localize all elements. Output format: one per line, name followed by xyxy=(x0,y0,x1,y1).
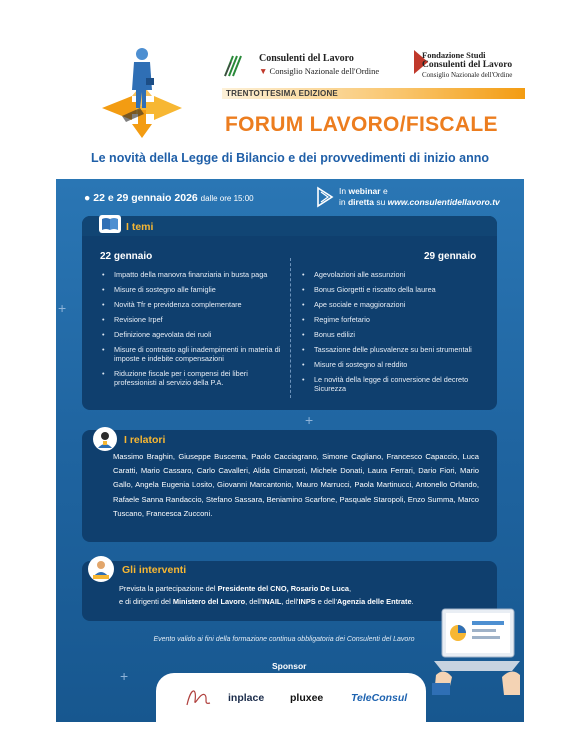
temi-title: I temi xyxy=(126,221,154,233)
list-item: • Bonus edilizi xyxy=(300,330,490,339)
webinar-line1 xyxy=(339,186,500,197)
webinar-line1-post: e xyxy=(380,186,388,196)
list-item: • Revisione Irpef xyxy=(100,315,285,324)
interventi-bold-span: Agenzia delle Entrate xyxy=(336,596,412,606)
laptop-icon xyxy=(432,605,522,697)
temi-divider xyxy=(290,258,291,398)
webinar-info xyxy=(339,186,500,208)
fs-logo-line2: Consulenti del Lavoro xyxy=(422,60,513,70)
cdl-logo-mark-icon xyxy=(223,52,245,78)
temi-left-heading: 22 gennaio xyxy=(100,251,153,262)
list-item: • Bonus Giorgetti e riscatto della laurea xyxy=(300,285,490,294)
list-item: • Misure di sostegno al reddito xyxy=(300,360,490,369)
cdl-logo-line2 xyxy=(259,66,379,76)
list-item: • Misure di contrasto agli inadempimenti in materia di imposte e indebite compensazioni xyxy=(100,345,285,363)
list-item: • Novità Tfr e previdenza complementare xyxy=(100,300,285,309)
temi-right-heading: 29 gennaio xyxy=(424,251,477,262)
sponsor-teleconsul: TeleConsul xyxy=(351,692,408,704)
man-on-arrows-icon xyxy=(92,44,192,139)
webinar-line2-bold: diretta xyxy=(347,197,374,207)
webinar-icon xyxy=(316,186,336,208)
cdl-logo xyxy=(223,50,383,82)
speaker-icon xyxy=(93,427,117,451)
temi-right-list xyxy=(300,270,490,399)
interventi-bold-span: INAIL xyxy=(262,596,282,606)
plus-decor-icon: + xyxy=(305,412,314,428)
event-time: dalle ore 15:00 xyxy=(200,194,254,203)
list-item: • Tassazione delle plusvalenze su beni strumentali xyxy=(300,345,490,354)
list-item: • Ape sociale e maggiorazioni xyxy=(300,300,490,309)
plus-decor-icon: + xyxy=(120,668,129,684)
plus-decor-icon: + xyxy=(58,300,67,316)
page-subtitle: Le novità della Legge di Bilancio e dei provvedimenti di inizio anno xyxy=(91,151,489,165)
interventi-text-span: , dell' xyxy=(281,596,299,606)
list-item: • Regime forfetario xyxy=(300,315,490,324)
webinar-site-link[interactable]: www.consulentidellavoro.tv xyxy=(387,197,500,207)
webinar-line2-pre: in xyxy=(339,197,348,207)
sponsor-label: Sponsor xyxy=(272,661,307,671)
list-item: • Le novità della legge di conversione del decreto Sicurezza xyxy=(300,375,490,393)
book-icon xyxy=(99,215,121,233)
interventi-text-span: , dell' xyxy=(245,596,263,606)
relatori-title: I relatori xyxy=(124,434,166,446)
red-triangle-icon: ▼ xyxy=(259,66,268,76)
interventi-bold-span: Presidente del CNO, Rosario De Luca xyxy=(217,584,350,593)
interventi-line1 xyxy=(119,583,489,596)
list-item: • Agevolazioni alle assunzioni xyxy=(300,270,490,279)
bullet-dot-icon: ● xyxy=(84,192,91,204)
fs-logo-line1: Fondazione Studi xyxy=(422,50,486,60)
webinar-line1-bold: webinar xyxy=(348,186,381,196)
list-item: • Impatto della manovra finanziaria in busta paga xyxy=(100,270,285,279)
interventi-bold-span: INPS xyxy=(298,596,316,606)
event-dates xyxy=(84,192,254,204)
webinar-line2 xyxy=(339,197,500,208)
relatori-text: Massimo Braghin, Giuseppe Buscema, Paolo Cacciagrano, Simone Cagliano, Francesco Capaccio, Luca Caratti, Mario Cassaro, Carlo Cavalleri, Alida Cimarosti, Michele Donati, Laura Ferrari, Dario Fiori, Mario Gallo, Angela Eugenia Losito, Giovanni Marcantonio, Mauro Marrucci, Paola Martinucci, Antonello Orlando, Rafaele Sanna Randaccio, Stefano Sassara, Beniamino Scarfone, Pasquale Staropoli, Enzo Summa, Marco Tuscano, Francesca Zucconi. xyxy=(113,452,479,518)
interventi-title: Gli interventi xyxy=(122,564,187,576)
webinar-line2-mid: su xyxy=(373,197,388,207)
presenter-icon xyxy=(88,556,114,582)
cdl-logo-line2-text: Consiglio Nazionale dell'Ordine xyxy=(269,66,380,76)
evento-note: Evento valido ai fini della formazione continua obbligatoria dei Consulenti del Lavoro xyxy=(153,636,415,643)
fs-logo-line3: Consiglio Nazionale dell'Ordine xyxy=(422,71,513,79)
interventi-text-span: e dell' xyxy=(315,596,337,606)
sponsor-inplace: inplace xyxy=(228,692,265,704)
webinar-line1-pre: In xyxy=(339,186,349,196)
signature-logo-icon xyxy=(183,683,213,713)
fondazione-studi-logo xyxy=(414,50,524,82)
list-item: • Definizione agevolata dei ruoli xyxy=(100,330,285,339)
list-item: • Misure di sostegno alle famiglie xyxy=(100,285,285,294)
event-dates-text: 22 e 29 gennaio 2026 xyxy=(93,192,198,204)
list-item: • Riduzione fiscale per i compensi dei liberi professionisti al servizio della P.A. xyxy=(100,369,285,387)
interventi-text-span: Prevista la partecipazione del xyxy=(119,584,218,593)
sponsor-pluxee: pluxee xyxy=(290,692,324,704)
edition-label: TRENTOTTESIMA EDIZIONE xyxy=(226,89,338,98)
interventi-text-span: , xyxy=(349,584,352,593)
page-title: FORUM LAVORO/FISCALE xyxy=(225,113,498,136)
interventi-bold-span: Ministero del Lavoro xyxy=(172,596,246,606)
interventi-text-span: e di dirigenti del xyxy=(119,596,173,606)
interventi-text-span: . xyxy=(411,596,414,606)
temi-left-list xyxy=(100,270,285,393)
cdl-logo-line1: Consulenti del Lavoro xyxy=(259,53,354,64)
